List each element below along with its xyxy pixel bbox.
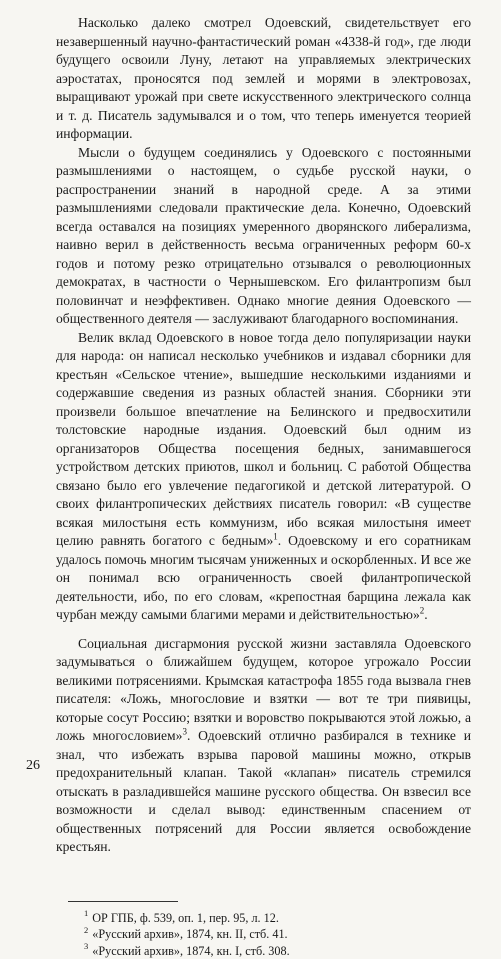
paragraph-popularization — [56, 329, 471, 625]
footnote-2 — [84, 926, 471, 943]
footnotes — [84, 910, 471, 959]
paragraph-text: Мысли о будущем соединялись у Одоевского с постоянными размышлениями о настоящем, о судьбе русской науки, о распространении знаний в народной среде. А за этими размышлениями следовали практические дела. Конечно, Одоевский всегда оставался на позициях умеренного дворянского либерализма, наивно верил в действенность весьма ограниченных реформ 60-х годов и потому резко отрицательно отзывался о революционных демократах, в частности о Чернышевском. Его филантропизм был половинчат и неэффективен. Однако многие деяния Одоевского — общественного деятеля — заслуживают благодарного воспоминания. — [56, 145, 471, 327]
footnote-divider — [68, 901, 178, 902]
paragraph-text-continued: . Одоевский отлично разбирался в технике и знал, что избежать взрыва паровой машины можно, открыв предохранительный клапан. Такой «клапан» писатель стремился отыскать в разладившейся машине русского общества. Он взвесил все возможности и сделал вывод: единственным спасением от общественных потрясений для России является освобождение крестьян. — [56, 728, 471, 854]
footnote-ref-1: 1 — [273, 531, 278, 541]
paragraph-text: Социальная дисгармония русской жизни заставляла Одоевского задумываться о ближайшем будущем, которое угрожало России великими потрясениями. Крымская катастрофа 1855 года вызвала гнев писателя: «Ложь, многословие и взятки — вот те три пиявицы, которые сосут Россию; взятки и воровство покрываются этой ложью, а ложь многословием» — [56, 636, 471, 744]
paragraph-text: Велик вклад Одоевского в новое тогда дело популяризации науки для народа: он написал несколько учебников и издавал сборники для крестьян «Сельское чтение», вышедшие несколькими изданиями и содержавшие сведения из разных областей знания. Сборники эти произвели большое впечатление на Белинского и предвосхитили толстовские народные издания. Одоевский был одним из организаторов Общества посещения бедных, занимавшегося устройством детских приютов, школ и больниц. С работой Общества связано было его увлечение педагогикой и детской литературой. О своих филантропических действиях писатель говорил: «В существе всякая милостыня есть коммунизм, ибо всякая милостыня имеет целию равнять богатого с бедным» — [56, 330, 471, 549]
footnote-number: 2 — [84, 925, 88, 935]
paragraph-novel-4338 — [56, 14, 471, 144]
paragraph-thoughts-on-future — [56, 144, 471, 329]
footnote-text: «Русский архив», 1874, кн. II, стб. 41. — [92, 927, 287, 941]
footnote-3 — [84, 943, 471, 959]
footnote-ref-3: 3 — [182, 726, 187, 736]
footnote-text: «Русский архив», 1874, кн. I, стб. 308. — [92, 944, 289, 958]
footnote-text: ОР ГПБ, ф. 539, оп. 1, пер. 95, л. 12. — [92, 911, 279, 925]
paragraph-text: Насколько далеко смотрел Одоевский, свидетельствует его незавершенный научно-фантастический роман «4338-й год», где люди будущего освоили Луну, летают на управляемых электрических аэростатах, проносятся под землей и морями в электровозах, выращивают урожай при свете искусственного электрического солнца и т. д. Писатель задумывался и о том, что теперь именуется теорией информации. — [56, 15, 471, 141]
footnote-ref-2: 2 — [420, 605, 425, 615]
footnote-number: 3 — [84, 941, 88, 951]
footnote-number: 1 — [84, 908, 88, 918]
page-number: 26 — [26, 758, 40, 774]
paragraph-text-end: . — [424, 607, 427, 622]
footnote-1 — [84, 910, 471, 927]
paragraph-social-disharmony — [56, 635, 471, 857]
paragraph-text-continued: . Одоевскому и его соратникам удалось помочь многим тысячам униженных и оскорбленных. И все же он понимал всю ограниченность своей филантропической деятельности, ибо, по его словам, «крепостная барщина лежала как чурбан между самыми благими мерами и действительностью» — [56, 533, 471, 622]
